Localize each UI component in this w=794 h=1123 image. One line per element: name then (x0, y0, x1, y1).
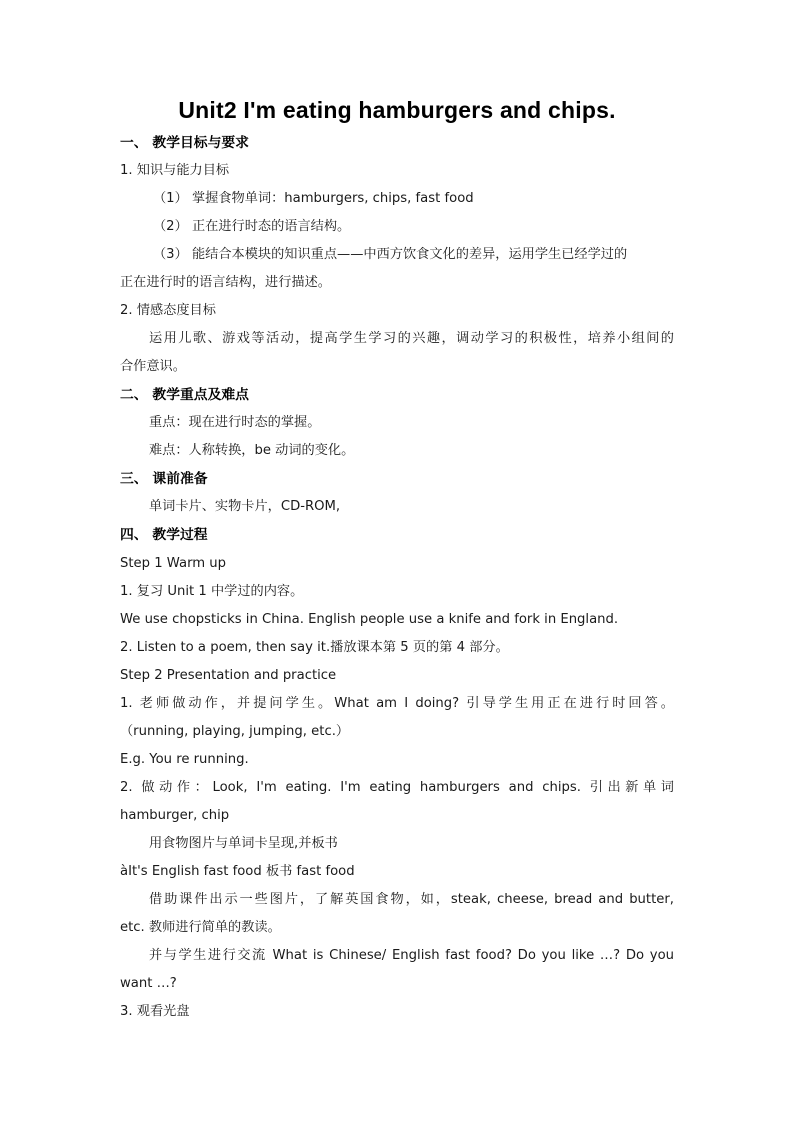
step-1-item-2: 2. Listen to a poem, then say it.播放课本第 5 页的第 4 部分。 (120, 640, 509, 655)
difficulty-line: 难点：人称转换，be 动词的变化。 (149, 443, 355, 458)
section-heading-objectives: 一、 教学目标与要求 (120, 135, 249, 151)
step-2-courseware-continued: etc. 教师进行简单的教读。 (120, 920, 281, 935)
preparation-line: 单词卡片、实物卡片，CD-ROM, (149, 499, 341, 514)
step-2-item-2: 2. 做动作：Look, I'm eating. I'm eating hamburgers and chips. 引出新单词 (120, 780, 674, 795)
key-point-line: 重点：现在进行时态的掌握。 (149, 415, 321, 430)
step-2-example-answer: E.g. You re running. (120, 752, 249, 767)
step-1-example-sentence: We use chopsticks in China. English people use a knife and fork in England. (120, 612, 619, 627)
subheading-attitude: 2. 情感态度目标 (120, 303, 216, 318)
step-2-item-2-continued: hamburger, chip (120, 808, 230, 823)
document-title: Unit2 I'm eating hamburgers and chips. (178, 97, 616, 123)
step-2-item-3: 3. 观看光盘 (120, 1004, 190, 1019)
step-2-heading: Step 2 Presentation and practice (120, 668, 337, 683)
step-2-discussion-continued: want …? (120, 976, 177, 991)
attitude-paragraph: 运用儿歌、游戏等活动，提高学生学习的兴趣，调动学习的积极性，培养小组间的 (149, 331, 674, 346)
step-2-item-1: 1. 老师做动作，并提问学生。What am I doing? 引导学生用正在进行时回答。 (120, 696, 674, 711)
step-2-board-line: 用食物图片与单词卡呈现,并板书 (149, 836, 338, 851)
objective-item-1: （1） 掌握食物单词：hamburgers, chips, fast food (153, 191, 474, 206)
subheading-knowledge-ability: 1. 知识与能力目标 (120, 163, 230, 178)
step-2-item-1-examples: （running, playing, jumping, etc.） (120, 724, 350, 739)
section-heading-key-points: 二、 教学重点及难点 (120, 387, 249, 403)
step-2-fast-food-line: àIt's English fast food 板书 fast food (120, 864, 355, 879)
attitude-paragraph-continued: 合作意识。 (120, 359, 186, 374)
step-1-heading: Step 1 Warm up (120, 556, 227, 571)
step-2-courseware-line: 借助课件出示一些图片，了解英国食物，如，steak, cheese, bread and butter, (149, 892, 674, 907)
objective-item-3: （3） 能结合本模块的知识重点——中西方饮食文化的差异，运用学生已经学过的 (153, 247, 628, 262)
objective-item-2: （2） 正在进行时态的语言结构。 (153, 219, 351, 234)
section-heading-process: 四、 教学过程 (120, 527, 208, 543)
objective-item-3-continued: 正在进行时的语言结构，进行描述。 (120, 275, 331, 290)
section-heading-preparation: 三、 课前准备 (120, 471, 208, 487)
step-1-item-1: 1. 复习 Unit 1 中学过的内容。 (120, 584, 304, 599)
step-2-discussion-line: 并与学生进行交流 What is Chinese/ English fast food? Do you like …? Do you (149, 948, 674, 963)
